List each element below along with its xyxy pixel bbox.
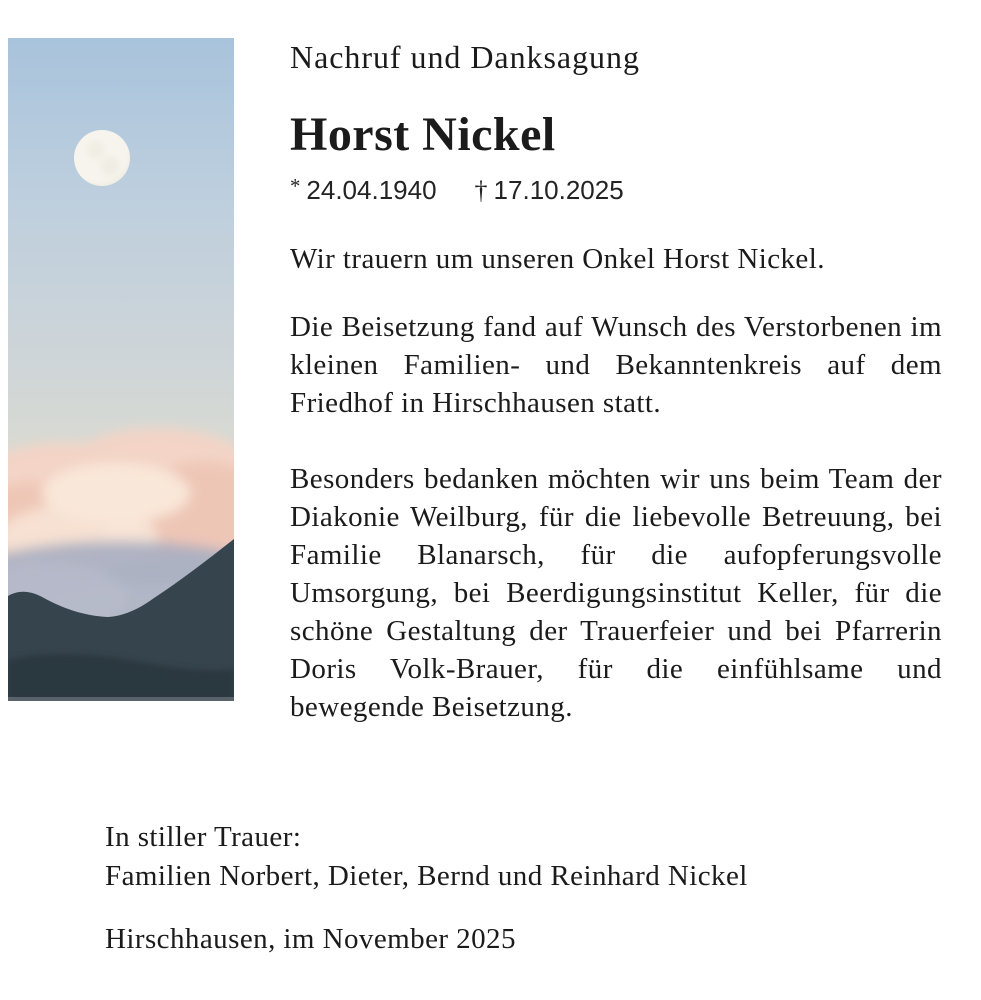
notice-kicker: Nachruf und Danksagung: [290, 39, 640, 75]
memorial-photo-graphic: [8, 38, 234, 701]
closing-salutation: In stiller Trauer:: [105, 821, 302, 853]
thanks-paragraph: Besonders bedanken möchten wir uns beim Team der Diakonie Weilburg, für die liebevolle Betreuung, bei Familie Blanarsch, für die aufopferungsvolle Umsorgung, bei Beerdigungsinstitut Keller, für die schöne Gestaltung der Trauerfeier und bei Pfarrerin Doris Volk-Brauer, für die einfühlsame und bewegende Beisetzung.: [290, 462, 942, 723]
cross-icon: †: [474, 175, 488, 205]
deceased-name: Horst Nickel: [290, 108, 556, 161]
mourning-line: Wir trauern um unseren Onkel Horst Nickel.: [290, 242, 825, 275]
closing-block: [105, 818, 945, 959]
mourning-families: Familien Norbert, Dieter, Bernd und Reinhard Nickel: [105, 860, 748, 892]
burial-paragraph: Die Beisetzung fand auf Wunsch des Verstorbenen im kleinen Familien- und Bekanntenkreis auf dem Friedhof in Hirschhausen statt.: [290, 310, 942, 419]
place-dateline: Hirschhausen, im November 2025: [105, 923, 516, 955]
born-symbol: *: [290, 175, 301, 198]
death-date-group: [475, 175, 624, 205]
birth-date: 24.04.1940: [306, 174, 437, 205]
notice-body: [290, 36, 942, 726]
life-dates: [290, 170, 942, 208]
death-date: 17.10.2025: [493, 174, 624, 205]
moon-icon: [74, 130, 130, 186]
memorial-photo: [8, 38, 234, 701]
birth-date-group: [290, 175, 437, 205]
